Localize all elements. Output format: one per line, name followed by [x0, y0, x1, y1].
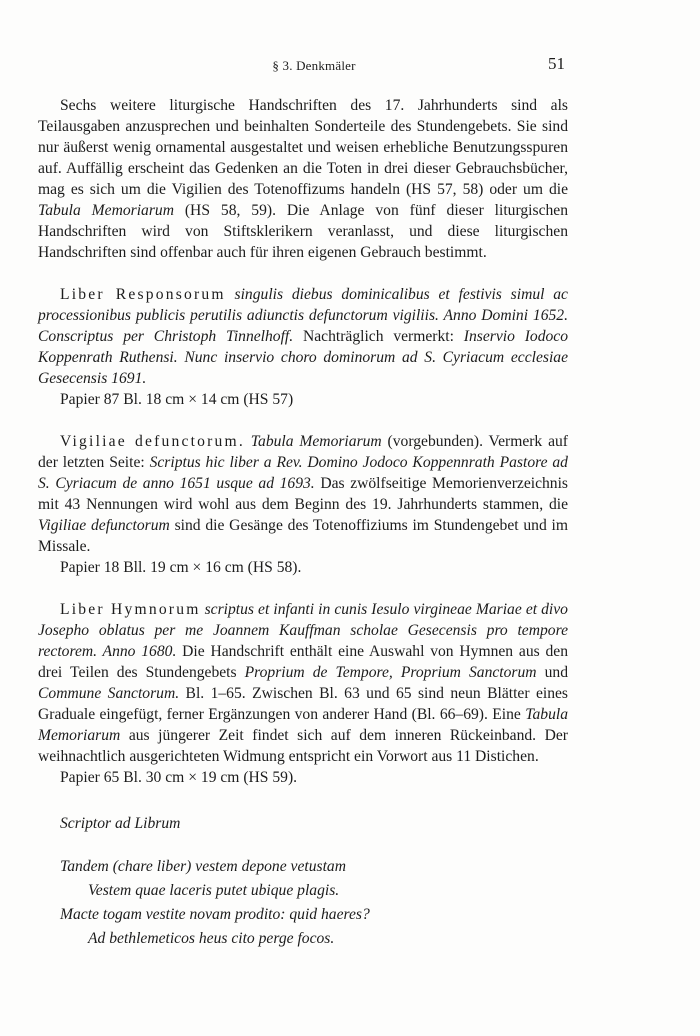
entry-physical-description: Papier 87 Bl. 18 cm × 14 cm (HS 57): [60, 391, 294, 408]
entry-title: Liber Responsorum: [60, 286, 226, 303]
entry-physical-description: Papier 65 Bl. 30 cm × 19 cm (HS 59).: [60, 769, 298, 786]
intro-paragraph: Sechs weitere liturgische Handschriften des 17. Jahrhunderts sind als Teilausgaben anzusprechen und beinhalten Sonderteile des Stundengebets. Sie sind nur äußerst wenig ornamental ausgestaltet und weisen erhebliche Benutzungsspuren auf. Auffällig erscheint das Gedenken an die Toten in drei dieser Gebrauchsbücher, mag es sich um die Vigilien des Totenoffizums handeln (HS 57, 58) oder um die Tabula Memoriarum (HS 58, 59). Die Anlage von fünf dieser liturgischen Handschriften wird von Stiftsklerikern veranlasst, und diese liturgischen Handschriften sind offenbar auch für ihren eigenen Gebrauch bestimmt.: [38, 97, 568, 261]
entry-title: Liber Hymnorum: [60, 601, 201, 618]
poem-line: Tandem (chare liber) vestem depone vetustam: [60, 858, 346, 875]
page-body: [38, 95, 568, 951]
poem-heading: Scriptor ad Librum: [60, 815, 181, 832]
running-title: § 3. Denkmäler: [272, 58, 356, 73]
entry-vigiliae-defunctorum: Vigiliae defunctorum. Tabula Memoriarum (vorgebunden). Vermerk auf der letzten Seite: Scriptus hic liber a Rev. Domino Jodoco Koppennrath Pastore ad S. Cyriacum de anno 1651 usque ad 1693. Das zwölfseitige Memorienverzeichnis mit 43 Nennungen wird wohl aus dem Beginn des 19. Jahrhunderts stammen, die Vigiliae defunctorum sind die Gesänge des Totenoffiziums im Stundengebet und im Missale.: [38, 433, 568, 555]
poem-line: Ad bethlemeticos heus cito perge focos.: [88, 930, 335, 947]
entry-physical-description: Papier 18 Bll. 19 cm × 16 cm (HS 58).: [60, 559, 302, 576]
poem-line: Vestem quae laceris putet ubique plagis.: [88, 882, 340, 899]
entry-liber-responsorum: Liber Responsorum singulis diebus dominicalibus et festivis simul ac processionibus publicis perutilis adiunctis defunctorum vigiliis. Anno Domini 1652. Conscriptus per Christoph Tinnelhoff. Nachträglich vermerkt: Inservio Iodoco Koppenrath Ruthensi. Nunc inservio choro dominorum ad S. Cyriacum ecclesiae Gesecensis 1691.: [38, 286, 568, 387]
poem-verse: [38, 855, 568, 951]
entry-liber-hymnorum: Liber Hymnorum scriptus et infanti in cunis Iesulo virgineae Mariae et divo Josepho oblatus per me Joannem Kauffman scholae Gesecensis pro tempore rectorem. Anno 1680. Die Handschrift enthält eine Auswahl von Hymnen aus den drei Teilen des Stundengebets Proprium de Tempore, Proprium Sanctorum und Commune Sanctorum. Bl. 1–65. Zwischen Bl. 63 und 65 sind neun Blätter eines Graduale eingefügt, ferner Ergänzungen von anderer Hand (Bl. 66–69). Eine Tabula Memoriarum aus jüngerer Zeit findet sich auf dem inneren Rückeinband. Der weihnachtlich ausgerichteten Widmung entspricht ein Vorwort aus 11 Distichen.: [38, 601, 568, 765]
entry-title: Vigiliae defunctorum.: [60, 433, 245, 450]
page-number: 51: [548, 54, 565, 73]
poem-line: Macte togam vestite novam prodito: quid haeres?: [60, 906, 370, 923]
